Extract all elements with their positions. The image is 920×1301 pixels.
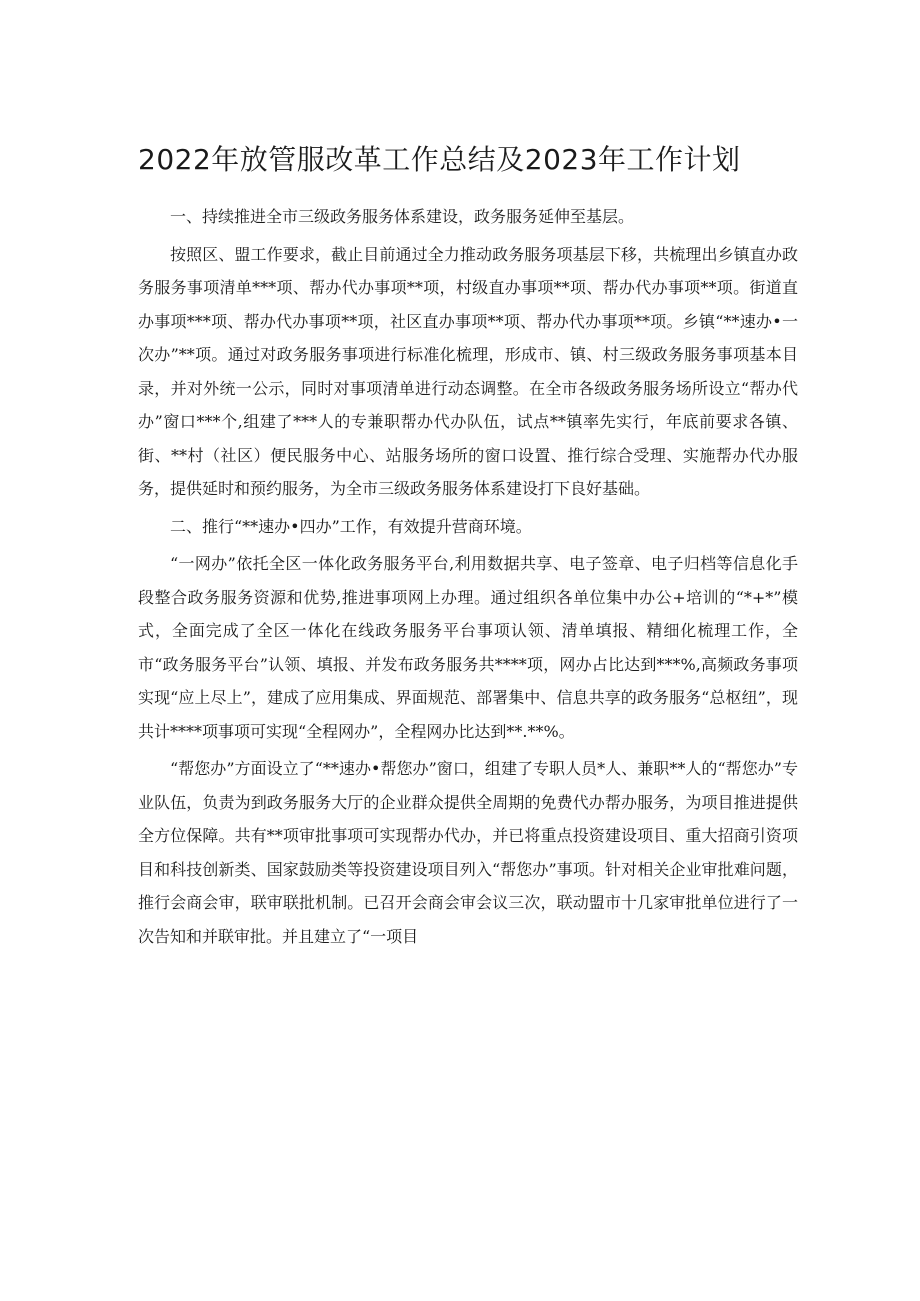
paragraph-3: “帮您办”方面设立了“**速办•帮您办”窗口，组建了专职人员*人、兼职**人的“帮您办”专业队伍，负责为到政务服务大厅的企业群众提供全周期的免费代办帮办服务，为项目推进提供全方位保障。共有**项审批事项可实现帮办代办，并已将重点投资建设项目、重大招商引资项目和科技创新类、国家鼓励类等投资建设项目列入“帮您办”事项。针对相关企业审批难问题，推行会商会审，联审联批机制。已召开会商会审会议三次，联动盟市十几家审批单位进行了一次告知和并联审批。并且建立了“一项目 <box>138 759 798 946</box>
paragraph-1: 按照区、盟工作要求，截止目前通过全力推动政务服务项基层下移，共梳理出乡镇直办政务服务事项清单***项、帮办代办事项**项，村级直办事项**项、帮办代办事项**项。街道直办事项***项、帮办代办事项**项，社区直办事项**项、帮办代办事项**项。乡镇“**速办•一次办”**项。通过对政务服务事项进行标准化梳理，形成市、镇、村三级政务服务事项基本目录，并对外统一公示，同时对事项清单进行动态调整。在全市各级政务服务场所设立“帮办代办”窗口***个,组建了***人的专兼职帮办代办队伍，试点**镇率先实行，年底前要求各镇、街、**村（社区）便民服务中心、站服务场所的窗口设置、推行综合受理、实施帮办代办服务，提供延时和预约服务，为全市三级政务服务体系建设打下良好基础。 <box>138 244 798 498</box>
section-heading-2: 二、推行“**速办•四办”工作，有效提升营商环境。 <box>170 516 532 536</box>
document-body <box>138 200 798 953</box>
section-heading-1: 一、持续推进全市三级政务服务体系建设，政务服务延伸至基层。 <box>170 207 635 226</box>
paragraph-2: “一网办”依托全区一体化政务服务平台,利用数据共享、电子签章、电子归档等信息化手段整合政务服务资源和优势,推进事项网上办理。通过组织各单位集中办公+培训的“*+*”模式，全面完成了全区一体化在线政务服务平台事项认领、清单填报、精细化梳理工作，全市“政务服务平台”认领、填报、并发布政务服务共****项，网办占比达到***%,高频政务事项实现“应上尽上”，建成了应用集成、界面规范、部署集中、信息共享的政务服务“总枢纽”，现共计****项事项可实现“全程网办”，全程网办比达到**.**%。 <box>138 554 798 741</box>
page-title: 2022年放管服改革工作总结及2023年工作计划 <box>138 143 741 176</box>
